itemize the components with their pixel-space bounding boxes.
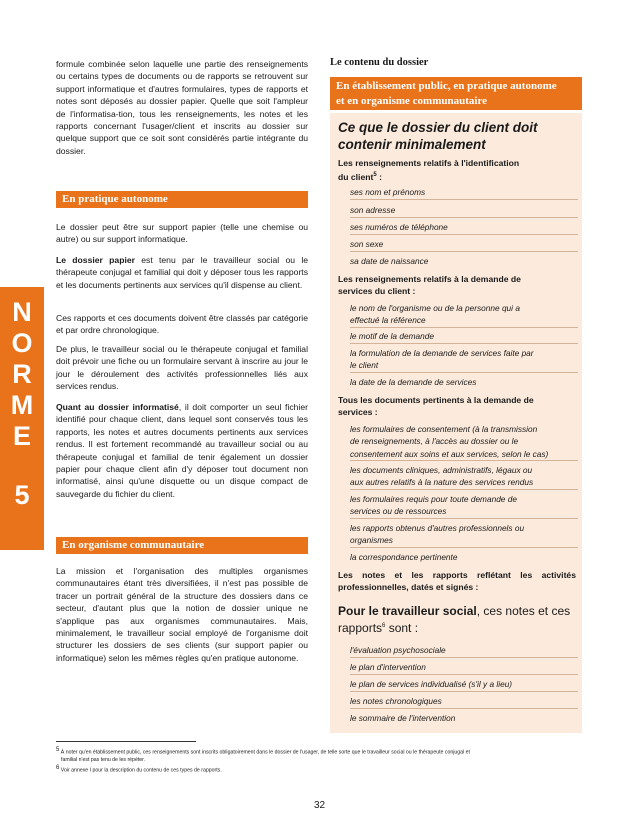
footnotes: $^5$ À noter qu'en établissement public, ces renseignements sont inscrits obligatoirement dans le dossier de l'usager, de telle sorte que le travailleur social ou le thérapeute conjugal et familial n'est pas tenu de les répéter. $^6$ Voir annexe I pour la description du contenu de ces types de rapports.	[56, 747, 586, 775]
list-item: les formulaires requis pour toute demande de services ou de ressources	[350, 494, 517, 517]
divider	[350, 343, 578, 344]
divider	[350, 460, 578, 461]
list-item: l'évaluation psychosociale	[350, 645, 446, 655]
divider	[350, 674, 578, 675]
heading-organisme-communautaire: En organisme communautaire	[56, 537, 308, 554]
list-item: les notes chronologiques	[350, 696, 442, 706]
divider	[350, 708, 578, 709]
banner-etablissement: En établissement public, en pratique autonome et en organisme communautaire	[330, 77, 582, 110]
intro-paragraph: formule combinée selon laquelle une partie des renseignements ou certains types de documents ou de rapports se retrouvent sur support informatique et d'autres formulaires, types de rapports et notes sont déposés au dossier papier. Quelle que soit l'ampleur de l'informatisa-tion, tous les renseignements, les notes et les rapports concernant l'usager/client et inscrits au dossier sur quelque support que ce soit sont considérés partie intégrante du dossier.	[56, 59, 308, 156]
list-item: ses numéros de téléphone	[350, 222, 448, 232]
list-item: son sexe	[350, 239, 384, 249]
list-item: le motif de la demande	[350, 331, 434, 341]
section-travailleur-social: Pour le travailleur social, ces notes et ces rapports$^6$ sont :	[338, 604, 571, 635]
list-item: les formulaires de consentement (à la transmission de renseignements, à l'accès au dossier ou le consentement aux soins et aux services, selon le cas)	[350, 424, 549, 459]
divider	[350, 657, 578, 658]
panel-heading: Ce que le dossier du client doit contenir minimalement	[338, 120, 538, 152]
norme-letter: E	[12, 421, 31, 451]
divider	[350, 327, 578, 328]
list-item: les rapports obtenus d'autres professionnels ou organismes	[350, 523, 525, 546]
norme-letter: R	[12, 359, 32, 389]
section-title: Le contenu du dossier	[330, 57, 429, 68]
paragraph-dossier-papier: Le dossier papier est tenu par le travailleur social ou le thérapeute conjugal et familial qui doit y déposer tous les rapports et les documents pertinents aux services qu'il dispense au client.	[56, 255, 309, 290]
divider	[350, 691, 578, 692]
paragraph-classement: Ces rapports et ces documents doivent être classés par catégorie et par ordre chronologique.	[56, 313, 308, 336]
divider	[350, 234, 578, 235]
norme-5-tab	[0, 287, 44, 550]
list-item: la correspondance pertinente	[350, 552, 458, 562]
section-identification: Les renseignements relatifs à l'identification du client$^5$ :	[338, 158, 520, 183]
section-documents: Tous les documents pertinents à la demande de services :	[338, 395, 534, 418]
list-item: sa date de naissance	[350, 256, 429, 266]
list-item: le sommaire de l'intervention	[350, 713, 456, 723]
divider	[350, 489, 578, 490]
section-demande: Les renseignements relatifs à la demande de services du client :	[338, 274, 521, 297]
list-item: le nom de l'organisme ou de la personne qui a effectué la référence	[350, 303, 520, 326]
divider	[350, 372, 578, 373]
paragraph-communautaire: La mission et l'organisation des multiples organismes communautaires étant très diversifiées, il n'est pas possible de tracer un portrait général de la structure des dossiers dans ce secteur, d'autant plus que la notion de dossier unique ne s'applique pas aux organismes communautaires. Mais, minimalement, le travailleur social employé de l'organisme doit structurer les dossiers de ses clients (sur support papier ou informatique) selon les mêmes règles qu'en pratique autonome.	[56, 566, 308, 663]
page-number: 32	[313, 800, 326, 811]
list-item: la formulation de la demande de services faite par le client	[350, 348, 534, 371]
footnote-5: $^5$ À noter qu'en établissement public, ces renseignements sont inscrits obligatoirement dans le dossier de l'usager, de telle sorte que le travailleur social ou le thérapeute conjugal et	[56, 747, 470, 756]
heading-pratique-autonome: En pratique autonome	[56, 191, 308, 208]
list-item: la date de la demande de services	[350, 377, 477, 387]
divider	[350, 199, 578, 200]
divider	[350, 518, 578, 519]
list-item: ses nom et prénoms	[350, 187, 426, 197]
paragraph-dossier-informatise: Quant au dossier informatisé, il doit comporter un seul fichier identifié pour chaque client, dans lequel sont conservés tous les rapports, les notes et autres documents pertinents aux services rendus. Il est fortement recommandé au travailleur social ou au thérapeute conjugal et familial de tenir également un dossier papier pour chaque client afin d'y déposer tout document non informatisé, ainsi qu'une disquette ou un disque compact de sauvegarde du fichier du client.	[56, 402, 308, 499]
norme-number: 5	[14, 480, 30, 510]
norme-letter: M	[10, 390, 34, 420]
list-item: les documents cliniques, administratifs, légaux ou aux autres relatifs à la nature des services rendus	[350, 465, 534, 488]
section-notes-rapports: Les notes et les rapports reflétant les activités professionnelles, datés et signés :	[338, 570, 576, 593]
paragraph-fiche: De plus, le travailleur social ou le thérapeute conjugal et familial doit prévoir une fiche ou un formulaire servant à inscrire au jour le jour le déroulement des activités professionnelles liés aux services rendus.	[56, 344, 308, 392]
paragraph-support: Le dossier peut être sur support papier (telle une chemise ou autre) ou sur support informatique.	[56, 222, 308, 245]
divider	[350, 217, 578, 218]
list-item: le plan de services individualisé (s'il y a lieu)	[350, 679, 513, 689]
norme-letter: O	[11, 328, 33, 358]
divider	[350, 547, 578, 548]
norme-letter: N	[12, 297, 32, 327]
list-item: le plan d'intervention	[350, 662, 426, 672]
footnote-rule	[56, 741, 196, 742]
list-item: son adresse	[350, 205, 396, 215]
divider	[350, 251, 578, 252]
footnote-6: $^6$ Voir annexe I pour la description du contenu de ces types de rapports.	[56, 764, 222, 774]
